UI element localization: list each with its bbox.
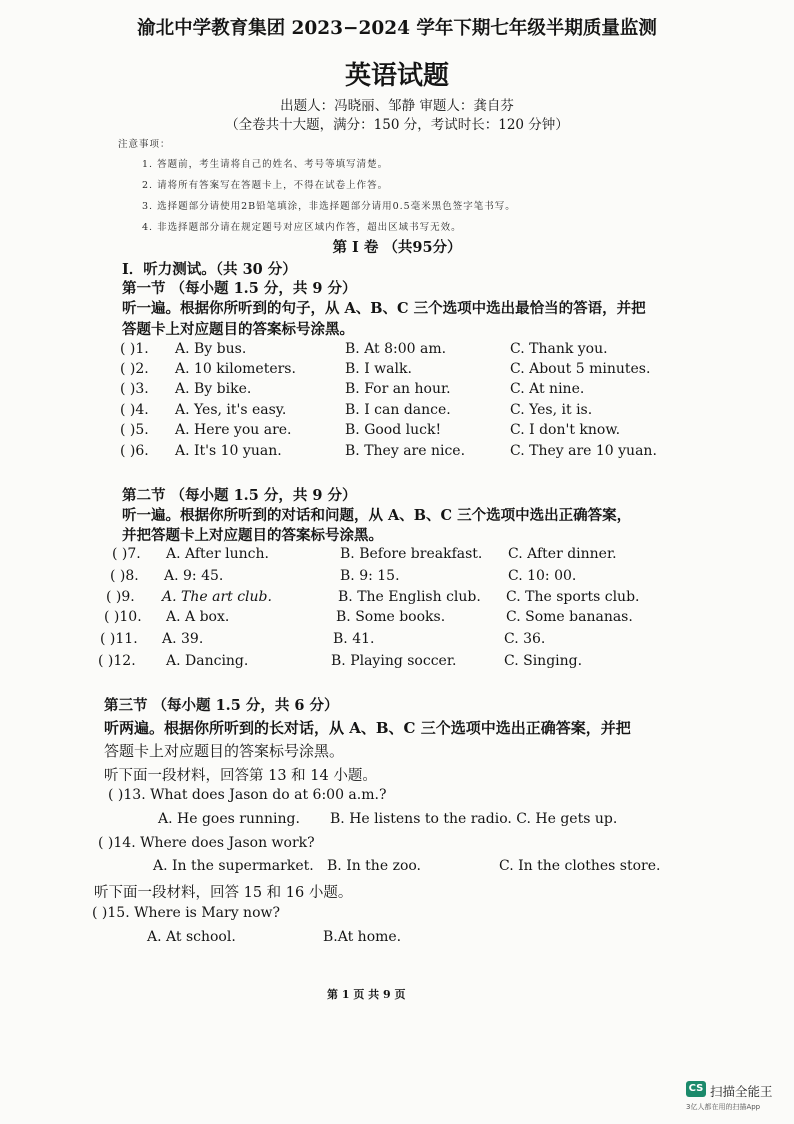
material-lead: 听下面一段材料，回答第 13 和 14 小题。 <box>104 768 377 784</box>
exam-authors: 出题人：冯晓丽、邹静 审题人：龚自芬 <box>280 98 514 114</box>
notice-item: 2. 请将所有答案写在答题卡上，不得在试卷上作答。 <box>142 180 389 191</box>
option-a: A. The art club. <box>162 589 272 605</box>
notice-item: 3. 选择题部分请使用2B铅笔填涂，非选择题部分请用0.5毫米黑色签字笔书写。 <box>142 201 516 212</box>
option-b: B. Playing soccer. <box>331 653 457 669</box>
section3-title: 第三节 （每小题 1.5 分，共 6 分） <box>104 697 339 714</box>
option-c: C. Singing. <box>504 653 583 669</box>
option-b: B. Good luck! <box>345 422 442 438</box>
notice-item: 4. 非选择题部分请在规定题号对应区域内作答，超出区域书写无效。 <box>142 222 462 233</box>
option-c: C. In the clothes store. <box>499 858 661 874</box>
question-number: ( )11. <box>100 631 138 647</box>
exam-school-title: 渝北中学教育集团 2023−2024 学年下期七年级半期质量监测 <box>137 18 657 39</box>
question-number: ( )2. <box>120 361 149 377</box>
option-a: A. 10 kilometers. <box>175 361 296 377</box>
option-a: A. Here you are. <box>175 422 292 438</box>
option-b: B. 41. <box>333 631 375 647</box>
option-a: A. Yes, it's easy. <box>175 402 287 418</box>
option-b: B. For an hour. <box>345 381 451 397</box>
section2-instruction: 听一遍。根据你所听到的对话和问题，从 A、B、C 三个选项中选出正确答案， <box>122 507 632 524</box>
option-a: A. In the supermarket. <box>153 858 314 874</box>
part1-title: I．听力测试。（共 30 分） <box>122 261 297 278</box>
question-14: ( )14. Where does Jason work? <box>98 835 315 851</box>
option-c: C. 10: 00. <box>508 568 577 584</box>
option-bc: B. He listens to the radio. C. He gets up. <box>330 811 618 827</box>
option-c: C. About 5 minutes. <box>510 361 651 377</box>
volume-heading: 第 I 卷 （共95分） <box>332 239 462 256</box>
question-number: ( )8. <box>110 568 139 584</box>
option-b: B. The English club. <box>338 589 481 605</box>
material-lead: 听下面一段材料，回答 15 和 16 小题。 <box>94 885 353 901</box>
option-c: C. After dinner. <box>508 546 617 562</box>
question-number: ( )6. <box>120 443 149 459</box>
option-c: C. They are 10 yuan. <box>510 443 657 459</box>
option-c: C. 36. <box>504 631 546 647</box>
section1-instruction: 听一遍。根据你所听到的句子，从 A、B、C 三个选项中选出最恰当的答语，并把 <box>122 300 646 317</box>
option-c: C. Yes, it is. <box>510 402 593 418</box>
option-a: A. He goes running. <box>158 811 300 827</box>
option-b: B. Some books. <box>336 609 446 625</box>
option-a: A. It's 10 yuan. <box>175 443 282 459</box>
section2-instruction: 并把答题卡上对应题目的答案标号涂黑。 <box>122 527 383 544</box>
question-number: ( )9. <box>106 589 135 605</box>
option-b: B. 9: 15. <box>340 568 400 584</box>
option-b: B.At home. <box>323 929 402 945</box>
option-c: C. The sports club. <box>506 589 640 605</box>
option-b: B. I can dance. <box>345 402 451 418</box>
option-a: A. By bus. <box>175 341 247 357</box>
option-a: A. 39. <box>162 631 204 647</box>
option-a: A. By bike. <box>175 381 252 397</box>
question-number: ( )5. <box>120 422 149 438</box>
section3-instruction: 听两遍。根据你所听到的长对话，从 A、B、C 三个选项中选出正确答案，并把 <box>104 719 631 737</box>
option-c: C. Thank you. <box>510 341 608 357</box>
option-c: C. I don't know. <box>510 422 621 438</box>
question-number: ( )4. <box>120 402 149 418</box>
question-number: ( )7. <box>112 546 141 562</box>
option-a: A. At school. <box>147 929 236 945</box>
option-b: B. At 8:00 am. <box>345 341 447 357</box>
option-c: C. Some bananas. <box>506 609 633 625</box>
section1-instruction: 答题卡上对应题目的答案标号涂黑。 <box>122 321 354 338</box>
question-number: ( )3. <box>120 381 149 397</box>
question-number: ( )10. <box>104 609 142 625</box>
option-a: A. 9: 45. <box>164 568 224 584</box>
exam-subject-title: 英语试题 <box>344 61 449 91</box>
page-number: 第 1 页 共 9 页 <box>327 988 406 1001</box>
scanner-app-tagline: 3亿人都在用的扫描App <box>686 1103 761 1111</box>
question-number: ( )12. <box>98 653 136 669</box>
option-a: A. After lunch. <box>166 546 269 562</box>
exam-info: （全卷共十大题，满分：150 分，考试时长：120 分钟） <box>225 117 569 133</box>
option-a: A. A box. <box>166 609 230 625</box>
option-a: A. Dancing. <box>166 653 249 669</box>
section3-instruction: 答题卡上对应题目的答案标号涂黑。 <box>104 742 345 760</box>
question-15: ( )15. Where is Mary now? <box>92 905 280 921</box>
notice-title: 注意事项： <box>118 139 171 150</box>
option-b: B. I walk. <box>345 361 412 377</box>
question-number: ( )1. <box>120 341 149 357</box>
option-b: B. Before breakfast. <box>340 546 483 562</box>
option-c: C. At nine. <box>510 381 585 397</box>
option-b: B. They are nice. <box>345 443 466 459</box>
scanner-logo-icon: CS <box>686 1081 706 1097</box>
option-b: B. In the zoo. <box>327 858 422 874</box>
notice-item: 1. 答题前，考生请将自己的姓名、考号等填写清楚。 <box>142 159 389 170</box>
scanner-app-name: 扫描全能王 <box>710 1084 773 1099</box>
question-13: ( )13. What does Jason do at 6:00 a.m.? <box>108 787 387 803</box>
section2-title: 第二节 （每小题 1.5 分，共 9 分） <box>122 487 357 504</box>
section1-title: 第一节 （每小题 1.5 分，共 9 分） <box>122 280 357 297</box>
